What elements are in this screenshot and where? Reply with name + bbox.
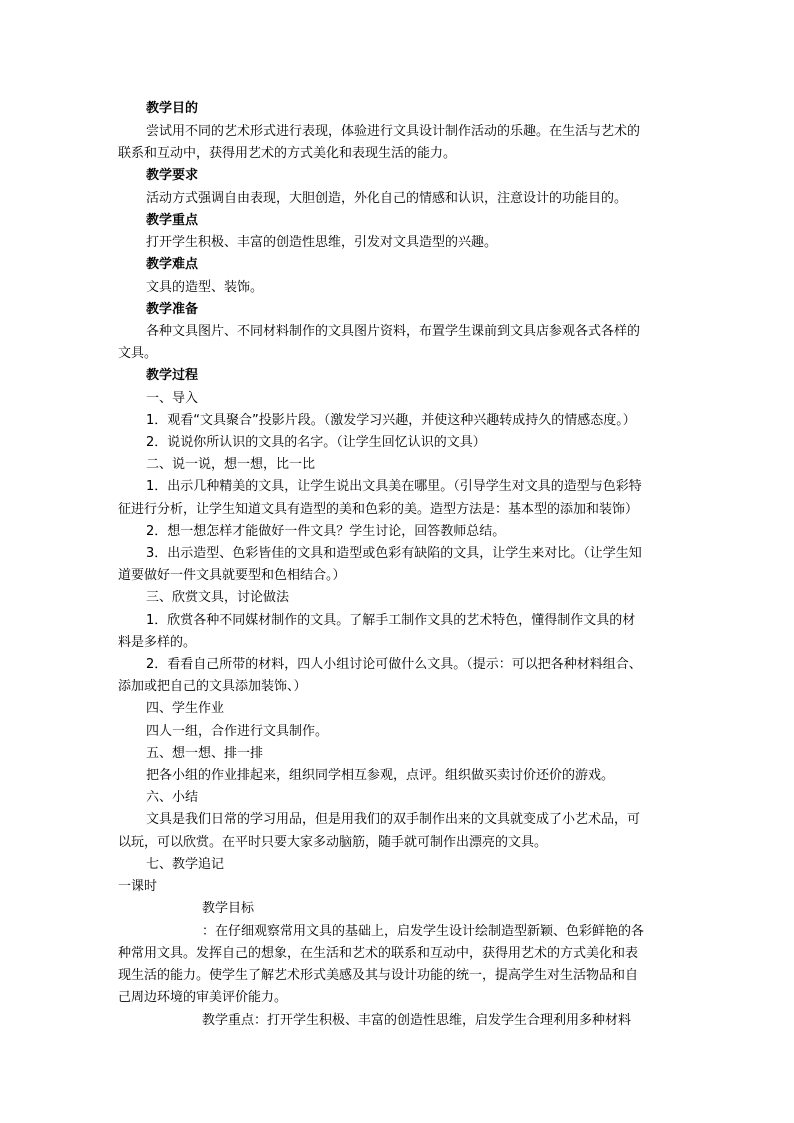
heading-teaching-requirements: 教学要求	[146, 168, 199, 183]
paragraph-line: 把各小组的作业排起来，组织同学相互参观，点评。组织做买卖讨价还价的游戏。	[146, 768, 615, 783]
paragraph-line: 教学重点：打开学生积极、丰富的创造性思维，启发学生合理利用多种材料	[202, 1013, 632, 1028]
section-heading: 二、说一说，想一想，比一比	[146, 457, 316, 472]
paragraph-line: 2．看看自己所带的材料，四人小组讨论可做什么文具。（提示：可以把各种材料组合、	[146, 657, 642, 672]
heading-teaching-objectives: 教学目标	[202, 901, 255, 916]
lesson-duration: 一课时	[118, 879, 158, 894]
paragraph-line: 现生活的能力。使学生了解艺术形式美感及其与设计功能的统一，提高学生对生活物品和自	[118, 968, 639, 983]
paragraph-line: 征进行分析，让学生知道文具有造型的美和色彩的美。造型方法是：基本型的添加和装饰）	[118, 502, 639, 517]
paragraph-line: 尝试用不同的艺术形式进行表现，体验进行文具设计制作活动的乐趣。在生活与艺术的	[146, 124, 641, 139]
paragraph-line: 以玩，可以欣赏。在平时只要大家多动脑筋，随手就可制作出漂亮的文具。	[118, 835, 548, 850]
paragraph-line: 1．观看“文具聚合”投影片段。（激发学习兴趣，并使这种兴趣转成持久的情感态度。）	[146, 413, 636, 428]
paragraph-line: 3．出示造型、色彩皆佳的文具和造型或色彩有缺陷的文具，让学生来对比。（让学生知	[146, 546, 642, 561]
paragraph-line: 种常用文具。发挥自己的想象，在生活和艺术的联系和互动中，获得用艺术的方式美化和表	[118, 946, 639, 961]
section-heading: 六、小结	[146, 790, 199, 805]
section-heading: 四、学生作业	[146, 701, 225, 716]
paragraph-line: 2．说说你所认识的文具的名字。（让学生回忆认识的文具）	[146, 435, 486, 450]
paragraph-line: 道要做好一件文具就要型和色相结合。）	[118, 568, 346, 583]
section-heading: 五、想一想、排一排	[146, 746, 264, 761]
section-heading: 三、欣赏文具，讨论做法	[146, 590, 290, 605]
paragraph-line: 料是多样的。	[118, 635, 197, 650]
section-heading: 一、导入	[146, 391, 199, 406]
heading-teaching-difficulties: 教学难点	[146, 257, 199, 272]
paragraph-line: 2．想一想怎样才能做好一件文具？学生讨论，回答教师总结。	[146, 524, 506, 539]
paragraph-line: 己周边环境的审美评价能力。	[118, 990, 288, 1005]
paragraph-line: 文具的造型、装饰。	[146, 280, 264, 295]
paragraph-line: ：在仔细观察常用文具的基础上，启发学生设计绘制造型新颖、色彩鲜艳的各	[202, 924, 645, 939]
heading-teaching-key-points: 教学重点	[146, 213, 199, 228]
paragraph-line: 1．出示几种精美的文具，让学生说出文具美在哪里。（引导学生对文具的造型与色彩特	[146, 479, 642, 494]
paragraph-line: 各种文具图片、不同材料制作的文具图片资料，布置学生课前到文具店参观各式各样的	[146, 324, 641, 339]
section-heading: 七、教学追记	[146, 857, 225, 872]
paragraph-line: 四人一组，合作进行文具制作。	[146, 724, 329, 739]
paragraph-line: 文具。	[118, 346, 158, 361]
paragraph-line: 添加或把自己的文具添加装饰、）	[118, 679, 307, 694]
heading-teaching-preparation: 教学准备	[146, 302, 199, 317]
paragraph-line: 活动方式强调自由表现，大胆创造，外化自己的情感和认识，注意设计的功能目的。	[146, 191, 628, 206]
paragraph-line: 打开学生积极、丰富的创造性思维，引发对文具造型的兴趣。	[146, 235, 498, 250]
paragraph-line: 联系和互动中，获得用艺术的方式美化和表现生活的能力。	[118, 146, 457, 161]
heading-teaching-process: 教学过程	[146, 368, 199, 383]
heading-teaching-purpose: 教学目的	[146, 101, 199, 116]
paragraph-line: 1．欣赏各种不同媒材制作的文具。了解手工制作文具的艺术特色，懂得制作文具的材	[146, 613, 636, 628]
paragraph-line: 文具是我们日常的学习用品，但是用我们的双手制作出来的文具就变成了小艺术品，可	[146, 812, 641, 827]
